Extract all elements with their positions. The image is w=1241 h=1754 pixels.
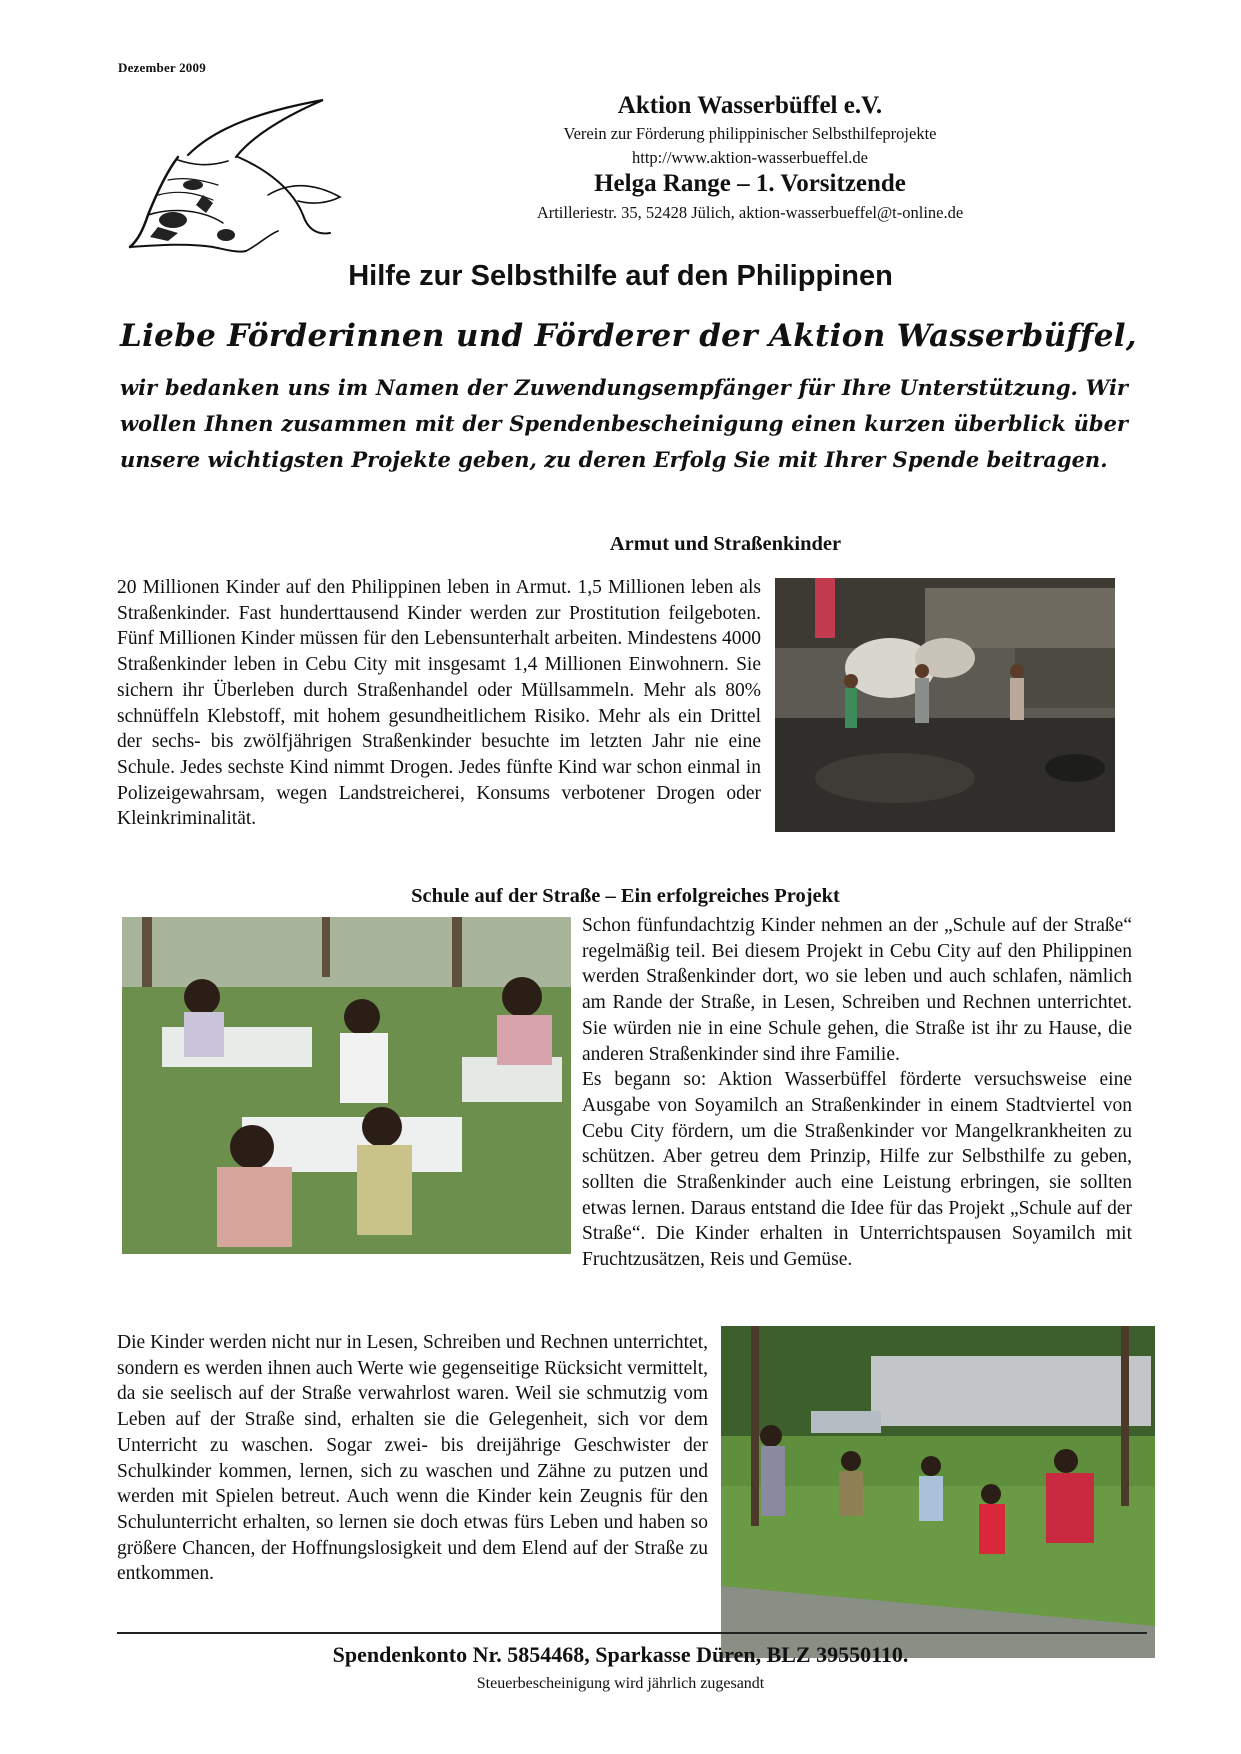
org-name: Aktion Wasserbüffel e.V. <box>617 92 883 119</box>
greeting: Liebe Förderinnen und Förderer der Aktion Wasserbüffel, <box>120 318 1137 354</box>
section-heading-poverty: Armut und Straßenkinder <box>609 533 842 555</box>
water-buffalo-logo-icon <box>118 95 348 255</box>
section-heading-street-school: Schule auf der Straße – Ein erfolgreiches Projekt <box>411 885 840 907</box>
section-text-street-school <box>117 913 1132 1273</box>
children-playing-photo <box>721 1326 1155 1658</box>
org-url[interactable]: http://www.aktion-wasserbueffel.de <box>632 148 868 167</box>
page-title: Hilfe zur Selbsthilfe auf den Philippinen <box>348 260 893 292</box>
section-text-street-school-p2: Es begann so: Aktion Wasserbüffel förderte versuchsweise eine Ausgabe von Soyamilch an Straßenkinder in einem Stadtviertel von Cebu City fördern, um die Straßenkinder vor Mangelkrankheiten zu schützen. Aber getreu dem Prinzip, Hilfe zur Selbsthilfe zu geben, sollten die Straßenkinder auch eine Leistung erbringen, sie sollten etwas lernen. Daraus entstand die Idee für das Projekt „Schule auf der Straße“. Die Kinder erhalten in Unterrichtspausen Soyamilch mit Fruchtzusätzen, Reis und Gemüse. <box>582 1069 1132 1271</box>
section-text-street-school-p1: Schon fünfundachtzig Kinder nehmen an der „Schule auf der Straße“ regelmäßig teil. Bei diesem Projekt in Cebu City auf den Philippinen werden Straßenkinder dort, wo sie leben und auch schlafen, nämlich am Rande der Straße, in Lesen, Schreiben und Rechnen unterrichtet. Sie würden nie in eine Schule gehen, die Straße ist ihr zu Hause, die anderen Straßenkinder sind ihre Familie. <box>582 915 1132 1065</box>
section-text-poverty: 20 Millionen Kinder auf den Philippinen leben in Armut. 1,5 Millionen leben als Straßenkinder. Fast hunderttausend Kinder werden zur Prostitution feilgeboten. Fünf Millionen Kinder müssen für den Lebensunterhalt arbeiten. Mindestens 4000 Straßenkinder leben in Cebu City mit insgesamt 1,4 Millionen Einwohnern. Sie sichern ihr Überleben durch Straßenhandel oder Müllsammeln. Mehr als 80% schnüffeln Klebstoff, mit hohem gesundheitlichem Risiko. Mehr als ein Drittel der sechs- bis zwölfjährigen Straßenkinder besuchte im letzten Jahr nie eine Schule. Jedes sechste Kind nimmt Drogen. Jedes fünfte Kind war schon einmal in Polizeigewahrsam, wegen Landstreicherei, Konsums verbotener Drogen oder Kleinkriminalität. <box>117 577 761 830</box>
document-date: Dezember 2009 <box>118 60 206 75</box>
intro-paragraph: wir bedanken uns im Namen der Zuwendungsempfänger für Ihre Unterstützung. Wir wollen Ihnen zusammen mit der Spendenbescheinigung einen kurzen überblick über unsere wichtigsten Projekte geben, zu deren Erfolg Sie mit Ihrer Spende beitragen. <box>120 375 1128 472</box>
org-address: Artilleriestr. 35, 52428 Jülich, aktion-wasserbueffel@t-online.de <box>536 203 964 222</box>
section-text-values: Die Kinder werden nicht nur in Lesen, Schreiben und Rechnen unterrichtet, sondern es werden ihnen auch Werte wie gegenseitige Rücksicht vermittelt, da sie seelisch auf der Straße verwahrlost waren. Weil sie schmutzig vom Leben auf der Straße sind, erhalten sie die Gelegenheit, sich vor dem Unterricht zu waschen. Sogar zwei- bis dreijährige Geschwister der Schulkinder kommen, lernen, sich zu waschen und Zähne zu putzen und werden mit Spielen betreut. Auch wenn die Kinder kein Zeugnis für den Schulunterricht erhalten, so lernen sie doch etwas fürs Leben und haben so größere Chancen, der Hoffnungslosigkeit und dem Elend auf der Straße zu entkommen. <box>117 1332 708 1585</box>
slum-children-photo <box>775 578 1115 832</box>
donation-account: Spendenkonto Nr. 5854468, Sparkasse Düren, BLZ 39550110. <box>332 1642 909 1667</box>
org-tagline: Verein zur Förderung philippinischer Selbsthilfeprojekte <box>563 124 937 143</box>
footer-divider <box>117 1632 1147 1634</box>
tax-receipt-note: Steuerbescheinigung wird jährlich zugesandt <box>476 1675 765 1692</box>
chairperson: Helga Range – 1. Vorsitzende <box>594 170 906 197</box>
photo-float-spacer <box>117 913 582 1258</box>
